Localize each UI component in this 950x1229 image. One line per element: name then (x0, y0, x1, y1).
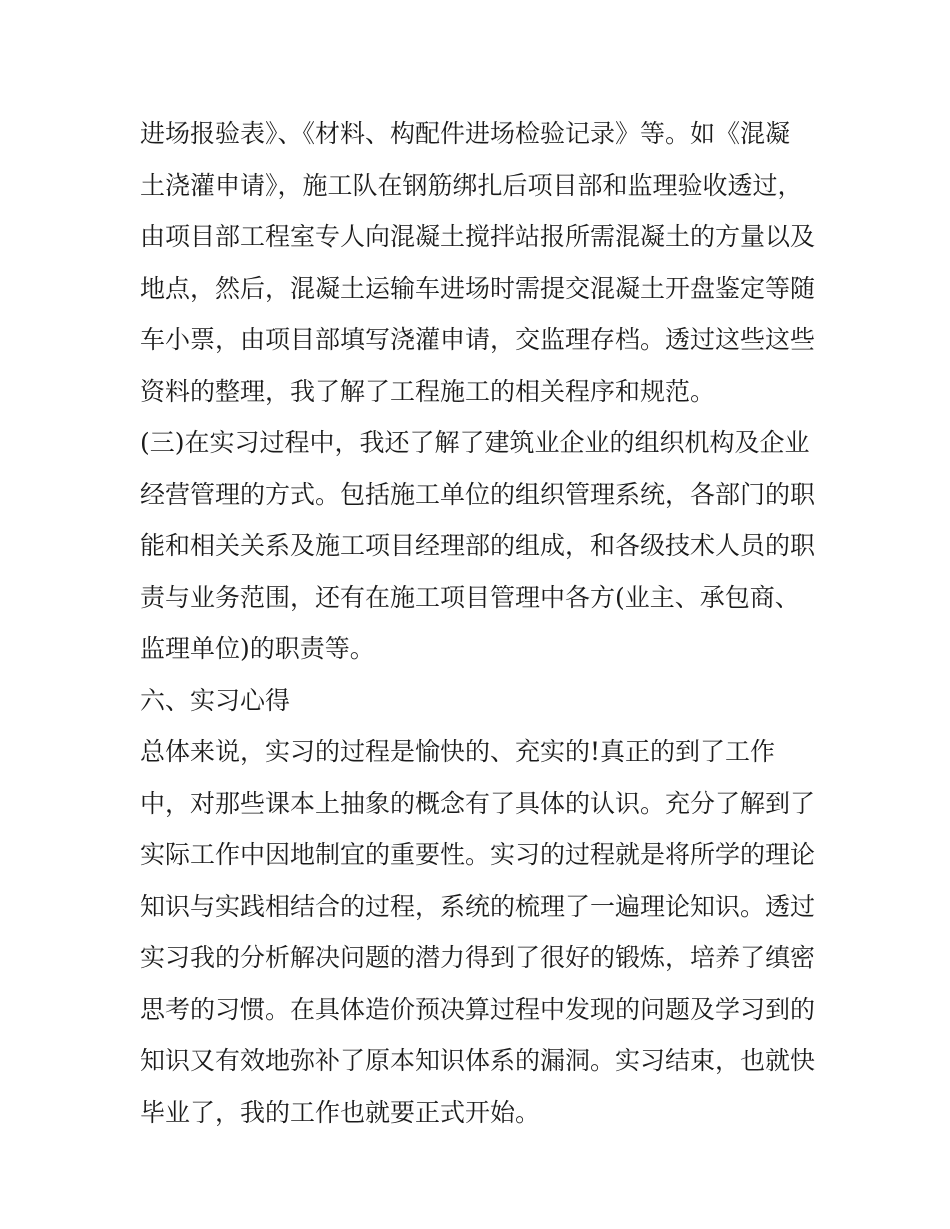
text-line: 实际工作中因地制宜的重要性。实习的过程就是将所学的理论 (140, 840, 816, 869)
text-line: 中，对那些课本上抽象的概念有了具体的认识。充分了解到了 (140, 788, 816, 818)
text-line: 进场报验表》、《材料、构配件进场检验记录》等。如《混凝 (140, 119, 791, 148)
document-body (140, 108, 830, 1138)
text-line: 总体来说，实习的过程是愉快的、充实的!真正的到了工作 (140, 737, 776, 766)
section-heading: 六、实习心得 (140, 685, 291, 715)
text-line: 知识又有效地弥补了原本知识体系的漏洞。实习结束，也就快 (140, 1046, 816, 1075)
text-line: 能和相关关系及施工项目经理部的组成，和各级技术人员的职 (140, 531, 816, 560)
text-line: 资料的整理，我了解了工程施工的相关程序和规范。 (140, 376, 716, 406)
text-line: 土浇灌申请》，施工队在钢筋绑扎后项目部和监理验收透过， (140, 170, 803, 200)
text-line: (三)在实习过程中，我还了解了建筑业企业的组织机构及企业 (140, 428, 810, 457)
text-line: 毕业了，我的工作也就要正式开始。 (140, 1097, 541, 1127)
text-line: 实习我的分析解决问题的潜力得到了很好的锻炼，培养了缜密 (140, 943, 816, 972)
text-line: 经营管理的方式。包括施工单位的组织管理系统，各部门的职 (140, 479, 816, 509)
text-line: 责与业务范围，还有在施工项目管理中各方(业主、承包商、 (140, 582, 800, 612)
text-line: 监理单位)的职责等。 (140, 634, 375, 663)
text-line: 思考的习惯。在具体造价预决算过程中发现的问题及学习到的 (140, 994, 816, 1024)
text-line: 车小票，由项目部填写浇灌申请，交监理存档。透过这些这些 (140, 325, 816, 354)
text-line: 知识与实践相结合的过程，系统的梳理了一遍理论知识。透过 (140, 891, 816, 921)
text-line: 由项目部工程室专人向混凝土搅拌站报所需混凝土的方量以及 (140, 222, 816, 251)
text-line: 地点，然后，混凝土运输车进场时需提交混凝土开盘鉴定等随 (140, 273, 816, 303)
